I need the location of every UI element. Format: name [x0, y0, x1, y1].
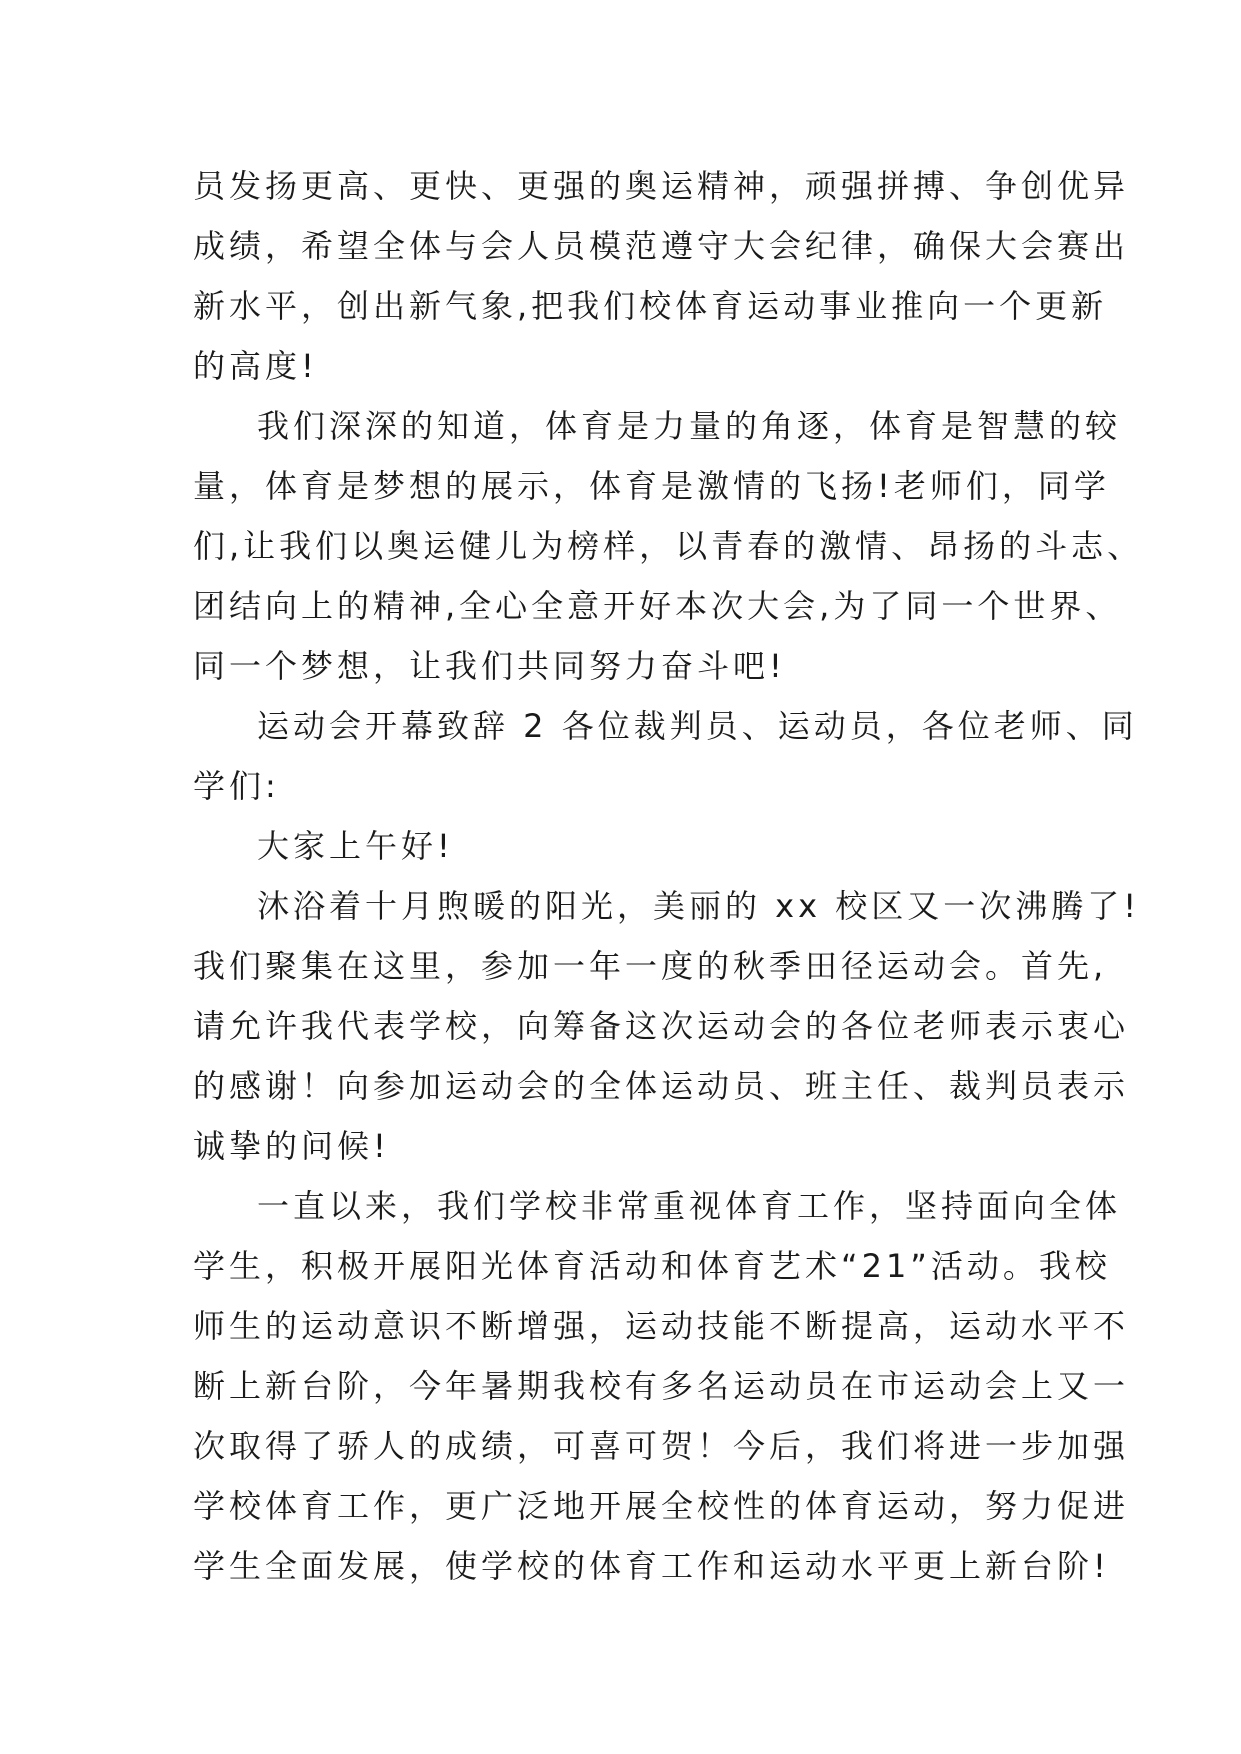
paragraph [193, 816, 1053, 876]
text-line: 的感谢！向参加运动会的全体运动员、班主任、裁判员表示 [193, 1067, 1130, 1105]
text-line: 大家上午好! [257, 827, 454, 865]
text-line: 师生的运动意识不断增强，运动技能不断提高，运动水平不 [193, 1307, 1130, 1345]
text-line: 新水平，创出新气象,把我们校体育运动事业推向一个更新 [193, 287, 1108, 325]
text-line: 团结向上的精神,全心全意开好本次大会,为了同一个世界、 [193, 587, 1122, 625]
paragraph [193, 156, 1130, 396]
text-line: 我们聚集在这里，参加一年一度的秋季田径运动会。首先, [193, 947, 1108, 985]
text-line: 学生全面发展，使学校的体育工作和运动水平更上新台阶! [193, 1547, 1110, 1585]
text-line: 员发扬更高、更快、更强的奥运精神，顽强拼搏、争创优异 [193, 167, 1130, 205]
text-line: 断上新台阶，今年暑期我校有多名运动员在市运动会上又一 [193, 1367, 1130, 1405]
paragraph [193, 696, 1138, 816]
text-line: 量，体育是梦想的展示，体育是激情的飞扬!老师们，同学 [193, 467, 1110, 505]
text-line: 学校体育工作，更广泛地开展全校性的体育运动，努力促进 [193, 1487, 1130, 1525]
text-line: 学们: [193, 767, 280, 805]
paragraph [193, 876, 1141, 1176]
paragraph [193, 396, 1144, 696]
text-line: 诚挚的问候! [193, 1127, 390, 1165]
text-line: 一直以来，我们学校非常重视体育工作，坚持面向全体 [257, 1187, 1122, 1225]
document-body [193, 156, 1144, 1596]
text-line: 我们深深的知道，体育是力量的角逐，体育是智慧的较 [257, 407, 1122, 445]
text-line: 们,让我们以奥运健儿为榜样，以青春的激情、昂扬的斗志、 [193, 527, 1144, 565]
text-line: 运动会开幕致辞 2 各位裁判员、运动员，各位老师、同 [257, 707, 1138, 745]
text-line: 次取得了骄人的成绩，可喜可贺！今后，我们将进一步加强 [193, 1427, 1130, 1465]
text-line: 学生，积极开展阳光体育活动和体育艺术“21”活动。我校 [193, 1247, 1111, 1285]
text-line: 同一个梦想，让我们共同努力奋斗吧! [193, 647, 786, 685]
text-line: 沐浴着十月煦暖的阳光，美丽的 xx 校区又一次沸腾了! [257, 887, 1141, 925]
text-line: 的高度! [193, 347, 318, 385]
text-line: 成绩，希望全体与会人员模范遵守大会纪律，确保大会赛出 [193, 227, 1130, 265]
paragraph [193, 1176, 1130, 1596]
text-line: 请允许我代表学校，向筹备这次运动会的各位老师表示衷心 [193, 1007, 1130, 1045]
